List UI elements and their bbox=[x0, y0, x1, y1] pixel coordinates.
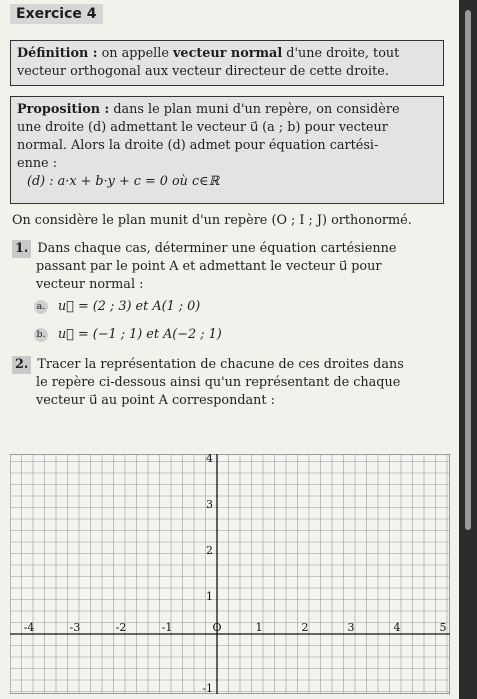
x-tick-label: 4 bbox=[393, 621, 401, 634]
x-tick-label: -4 bbox=[23, 621, 35, 634]
x-tick-label: 2 bbox=[301, 621, 309, 634]
definition-text-b: d'une droite, tout bbox=[282, 46, 400, 61]
proposition-line2: une droite (d) admettant le vecteur u⃗ (a ; b) pour vecteur bbox=[17, 120, 388, 135]
item-a-text: u⃗ = (2 ; 3) et A(1 ; 0) bbox=[58, 299, 201, 314]
proposition-line1: dans le plan muni d'un repère, on considère bbox=[109, 102, 400, 117]
definition-term: vecteur normal bbox=[173, 46, 283, 61]
scrollbar[interactable] bbox=[459, 0, 477, 699]
item-a-badge: a. bbox=[34, 300, 48, 314]
x-tick-label: O bbox=[212, 621, 222, 634]
question-1a bbox=[34, 298, 474, 316]
question-2-line2: le repère ci-dessous ainsi qu'un représentant de chaque bbox=[36, 375, 401, 390]
question-2 bbox=[12, 356, 452, 410]
y-tick-label: 3 bbox=[206, 498, 213, 511]
y-tick-label: 4 bbox=[206, 454, 213, 465]
question-1-line2: passant par le point A et admettant le vecteur u⃗ pour bbox=[36, 259, 382, 274]
question-2-line1: Tracer la représentation de chacune de ces droites dans bbox=[37, 357, 404, 372]
x-tick-label: -1 bbox=[161, 621, 173, 634]
grid-background bbox=[10, 454, 450, 694]
scrollbar-thumb[interactable] bbox=[465, 10, 471, 530]
x-tick-label: -2 bbox=[115, 621, 127, 634]
definition-line2: vecteur orthogonal aux vecteur directeur de cette droite. bbox=[17, 64, 389, 79]
question-1 bbox=[12, 240, 452, 294]
question-1-number: 1. bbox=[12, 240, 31, 258]
definition-label: Définition : bbox=[17, 46, 98, 61]
exercise-title: Exercice 4 bbox=[10, 4, 103, 24]
coordinate-grid bbox=[10, 454, 450, 698]
proposition-line3: normal. Alors la droite (d) admet pour équation cartési- bbox=[17, 138, 379, 153]
proposition-label: Proposition : bbox=[17, 102, 110, 117]
x-tick-label: 1 bbox=[255, 621, 263, 634]
y-tick-label: 1 bbox=[206, 590, 213, 603]
x-tick-label: -3 bbox=[69, 621, 81, 634]
question-1b bbox=[34, 326, 474, 344]
proposition-line4: enne : bbox=[17, 156, 58, 171]
question-2-number: 2. bbox=[12, 356, 31, 374]
proposition-box bbox=[10, 96, 444, 204]
grid-svg bbox=[10, 454, 450, 694]
item-b-text: u⃗ = (−1 ; 1) et A(−2 ; 1) bbox=[58, 327, 222, 342]
definition-text-a: on appelle bbox=[97, 46, 173, 61]
intro-text: On considère le plan munit d'un repère (O ; I ; J) orthonormé. bbox=[12, 213, 412, 228]
x-tick-label: 3 bbox=[347, 621, 355, 634]
question-2-line3: vecteur u⃗ au point A correspondant : bbox=[36, 393, 275, 408]
proposition-equation: (d) : a·x + b·y + c = 0 où c∈ℝ bbox=[27, 174, 220, 189]
x-tick-label: 5 bbox=[439, 621, 447, 634]
question-1-line1: Dans chaque cas, déterminer une équation cartésienne bbox=[37, 241, 397, 256]
y-tick-label: -1 bbox=[202, 682, 213, 694]
question-1-line3: vecteur normal : bbox=[36, 277, 144, 292]
y-tick-label: 2 bbox=[206, 544, 213, 557]
item-b-badge: b. bbox=[34, 328, 48, 342]
definition-box bbox=[10, 40, 444, 86]
